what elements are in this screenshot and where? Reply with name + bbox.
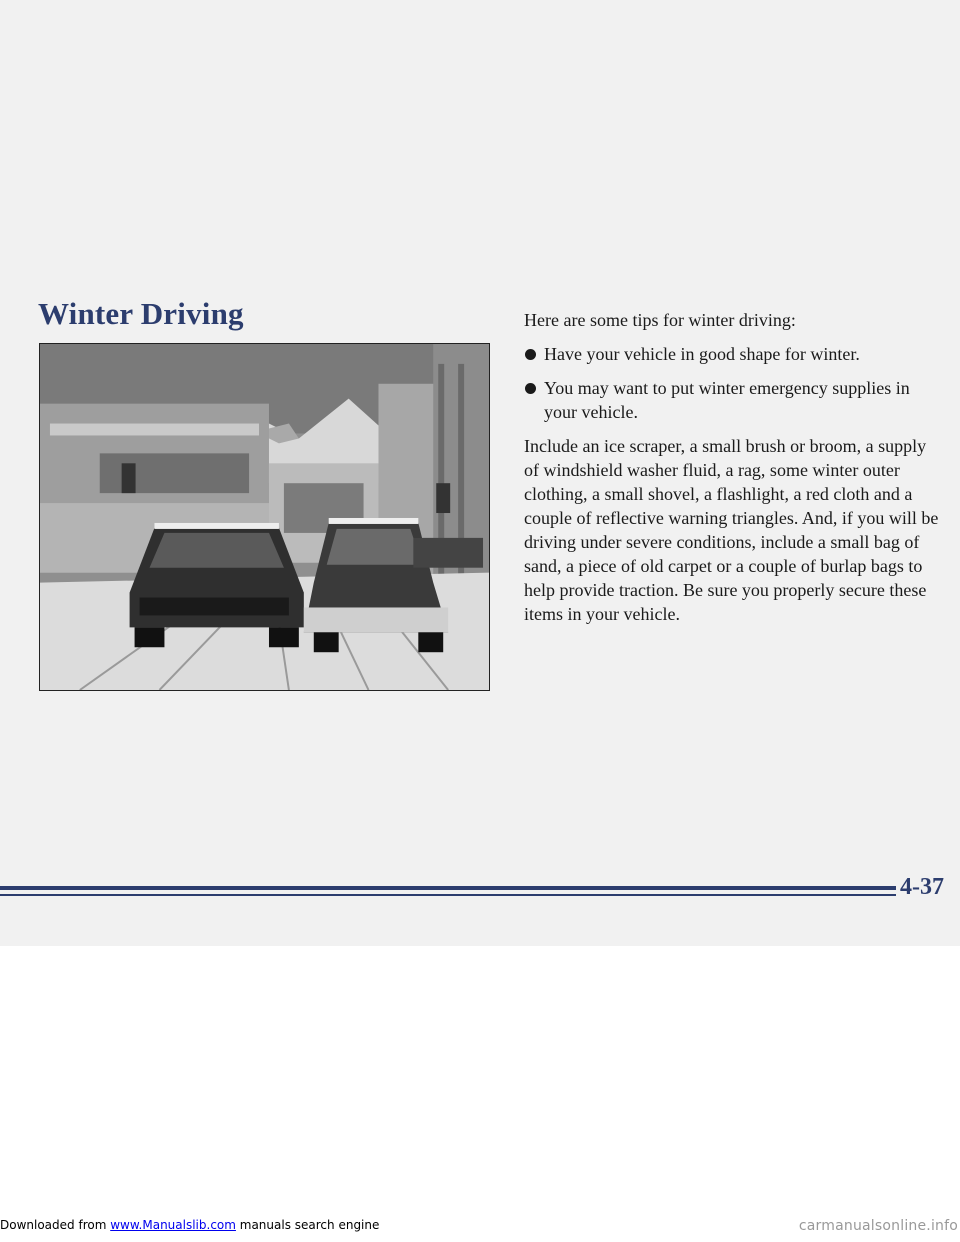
tips-list [524,342,944,424]
manualslib-link[interactable]: www.Manualslib.com [110,1218,236,1232]
list-item [524,376,944,424]
winter-driving-illustration [39,343,490,691]
rule-thick [0,886,896,890]
footer-prefix: Downloaded from [0,1218,111,1232]
tip-text: You may want to put winter emergency supplies in your vehicle. [544,378,910,422]
rule-thin [0,894,896,896]
page-number: 4-37 [900,874,944,900]
download-footer [0,1218,379,1232]
tips-text-column [524,308,944,626]
winter-scene-drawing [40,344,489,690]
bullet-icon [525,349,536,360]
tip-text: Have your vehicle in good shape for winter. [544,344,860,364]
supplies-paragraph: Include an ice scraper, a small brush or broom, a supply of windshield washer fluid, a rag, some winter outer clothing, a small shovel, a flashlight, a red cloth and a couple of reflective warning triangles. And, if you will be driving under severe conditions, include a small bag of sand, a piece of old carpet or a couple of burlap bags to help provide traction. Be sure you properly secure these items in your vehicle. [524,436,939,624]
section-title: Winter Driving [38,296,244,331]
watermark: carmanualsonline.info [798,1218,958,1234]
page-footer-rule [0,886,896,896]
tips-intro: Here are some tips for winter driving: [524,310,796,330]
footer-suffix: manuals search engine [235,1218,380,1232]
bullet-icon [525,383,536,394]
list-item [524,342,944,366]
